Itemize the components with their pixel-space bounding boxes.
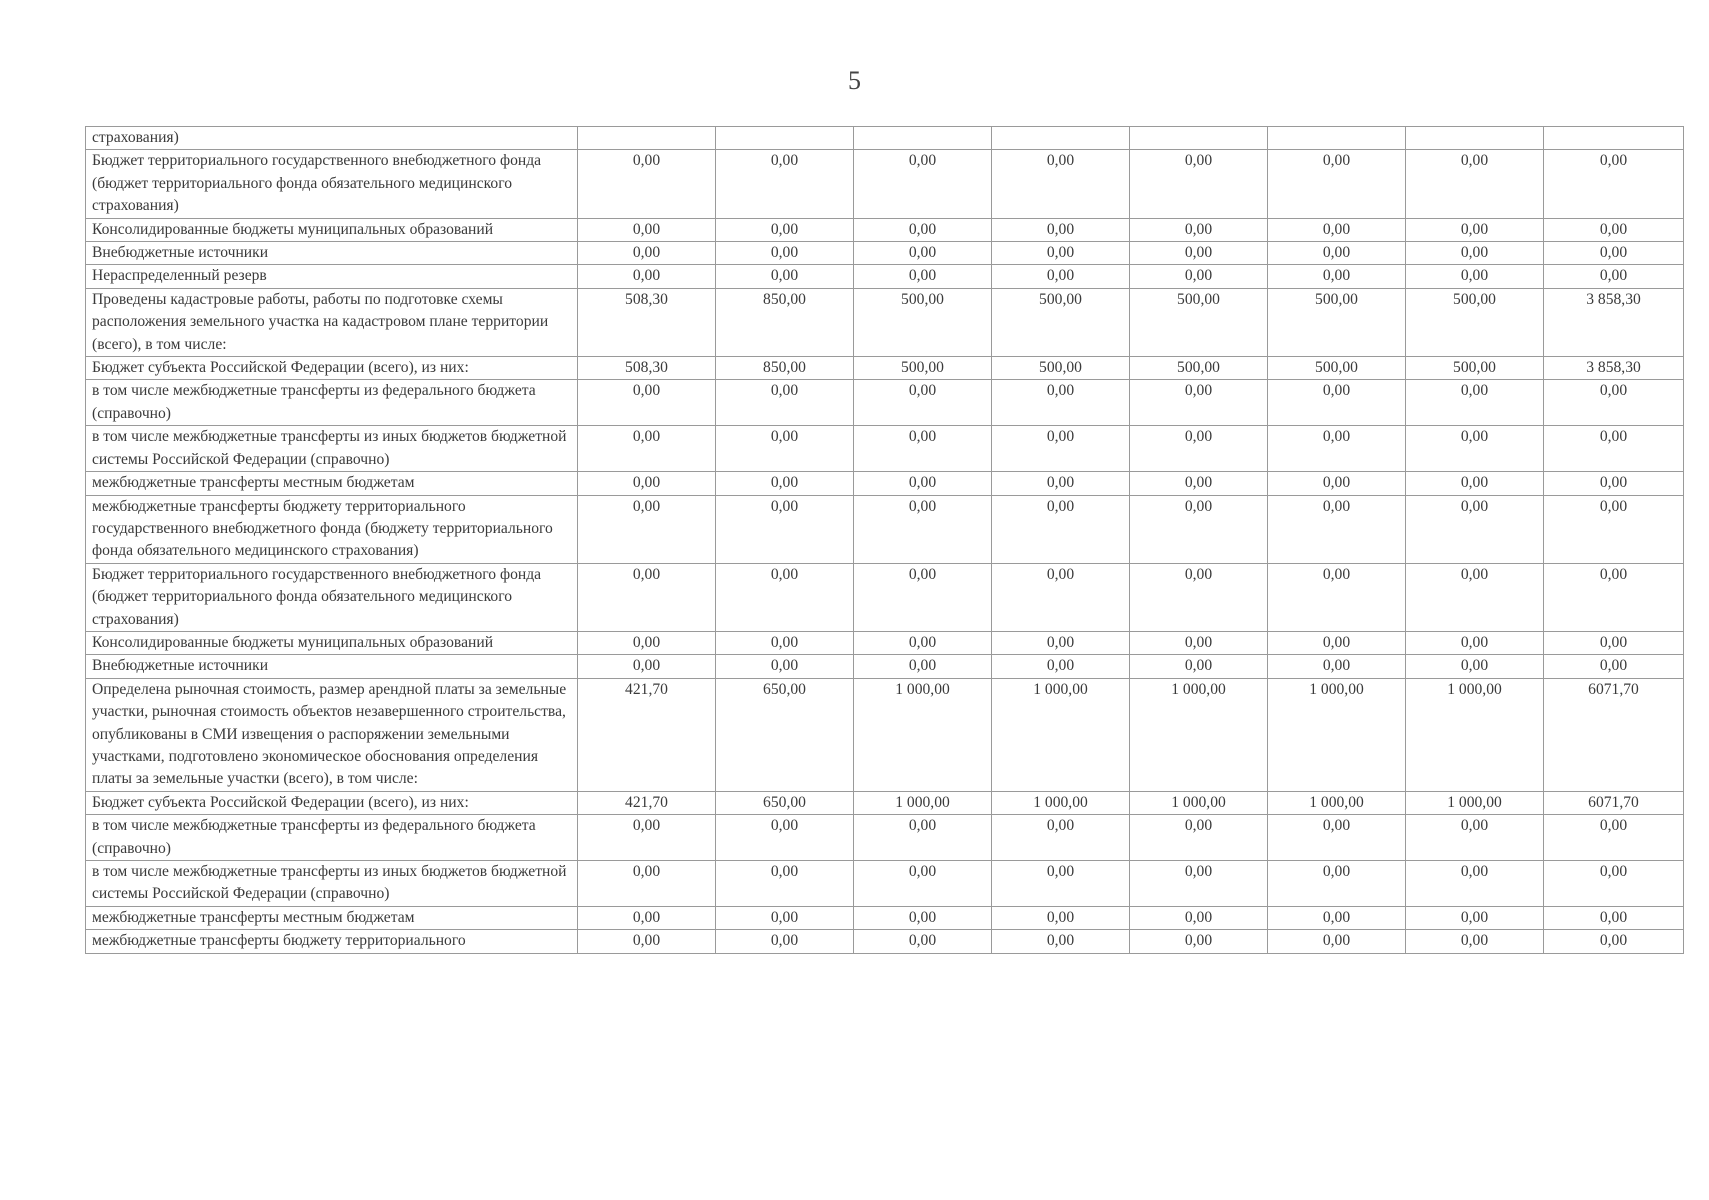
table-row — [86, 242, 1684, 265]
value-cell: 0,00 — [1544, 655, 1684, 678]
value-cell: 500,00 — [1406, 357, 1544, 380]
value-cell: 500,00 — [854, 357, 992, 380]
value-cell: 0,00 — [1130, 861, 1268, 907]
value-cell: 0,00 — [578, 218, 716, 241]
value-cell: 421,70 — [578, 678, 716, 791]
value-cell: 0,00 — [854, 655, 992, 678]
value-cell: 0,00 — [992, 265, 1130, 288]
table-row — [86, 930, 1684, 953]
value-cell: 0,00 — [1406, 426, 1544, 472]
value-cell: 3 858,30 — [1544, 357, 1684, 380]
value-cell: 0,00 — [1406, 242, 1544, 265]
value-cell: 0,00 — [1130, 631, 1268, 654]
row-label: в том числе межбюджетные трансферты из федерального бюджета (справочно) — [86, 815, 578, 861]
value-cell: 0,00 — [1406, 265, 1544, 288]
value-cell: 500,00 — [854, 288, 992, 356]
value-cell: 0,00 — [1130, 930, 1268, 953]
value-cell: 0,00 — [1406, 495, 1544, 563]
value-cell: 0,00 — [1130, 472, 1268, 495]
value-cell: 0,00 — [1406, 218, 1544, 241]
value-cell: 0,00 — [992, 426, 1130, 472]
value-cell: 0,00 — [1544, 472, 1684, 495]
value-cell — [1406, 127, 1544, 150]
value-cell: 0,00 — [1544, 631, 1684, 654]
value-cell: 0,00 — [1544, 380, 1684, 426]
value-cell: 0,00 — [1406, 563, 1544, 631]
value-cell: 0,00 — [1544, 265, 1684, 288]
value-cell: 0,00 — [1268, 426, 1406, 472]
table-row — [86, 563, 1684, 631]
value-cell: 0,00 — [716, 242, 854, 265]
value-cell: 0,00 — [1544, 563, 1684, 631]
value-cell: 0,00 — [1130, 495, 1268, 563]
value-cell: 500,00 — [992, 288, 1130, 356]
table-row — [86, 906, 1684, 929]
value-cell: 0,00 — [854, 930, 992, 953]
table-row — [86, 815, 1684, 861]
value-cell — [992, 127, 1130, 150]
row-label: Консолидированные бюджеты муниципальных образований — [86, 218, 578, 241]
value-cell — [854, 127, 992, 150]
value-cell: 6071,70 — [1544, 791, 1684, 814]
value-cell: 0,00 — [1130, 426, 1268, 472]
value-cell: 0,00 — [716, 930, 854, 953]
value-cell: 0,00 — [992, 655, 1130, 678]
value-cell — [1544, 127, 1684, 150]
row-label: Бюджет территориального государственного внебюджетного фонда (бюджет территориального фонда обязательного медицинского страхования) — [86, 563, 578, 631]
value-cell: 0,00 — [716, 906, 854, 929]
value-cell: 1 000,00 — [1406, 678, 1544, 791]
value-cell: 0,00 — [992, 495, 1130, 563]
value-cell: 0,00 — [578, 150, 716, 218]
value-cell: 0,00 — [1268, 906, 1406, 929]
value-cell: 0,00 — [1268, 655, 1406, 678]
table-row — [86, 150, 1684, 218]
row-label: страхования) — [86, 127, 578, 150]
value-cell: 0,00 — [1544, 930, 1684, 953]
page-number: 5 — [848, 66, 861, 95]
row-label: межбюджетные трансферты бюджету территориального — [86, 930, 578, 953]
value-cell: 0,00 — [716, 631, 854, 654]
table-row — [86, 218, 1684, 241]
value-cell: 500,00 — [1130, 288, 1268, 356]
value-cell: 1 000,00 — [1406, 791, 1544, 814]
value-cell: 1 000,00 — [1130, 678, 1268, 791]
value-cell: 0,00 — [1544, 242, 1684, 265]
value-cell: 0,00 — [854, 472, 992, 495]
table-row — [86, 357, 1684, 380]
value-cell: 0,00 — [578, 815, 716, 861]
value-cell: 650,00 — [716, 678, 854, 791]
value-cell: 500,00 — [1268, 288, 1406, 356]
table-row — [86, 791, 1684, 814]
row-label: в том числе межбюджетные трансферты из федерального бюджета (справочно) — [86, 380, 578, 426]
table-row — [86, 472, 1684, 495]
value-cell: 1 000,00 — [854, 678, 992, 791]
value-cell: 0,00 — [992, 150, 1130, 218]
value-cell: 0,00 — [1268, 563, 1406, 631]
value-cell: 0,00 — [854, 265, 992, 288]
value-cell: 3 858,30 — [1544, 288, 1684, 356]
value-cell: 1 000,00 — [1268, 791, 1406, 814]
value-cell: 0,00 — [1406, 380, 1544, 426]
value-cell: 0,00 — [716, 563, 854, 631]
value-cell: 0,00 — [854, 815, 992, 861]
value-cell: 0,00 — [578, 242, 716, 265]
value-cell: 0,00 — [716, 495, 854, 563]
row-label: Бюджет субъекта Российской Федерации (всего), из них: — [86, 791, 578, 814]
value-cell: 0,00 — [1130, 655, 1268, 678]
value-cell: 0,00 — [854, 426, 992, 472]
row-label: Нераспределенный резерв — [86, 265, 578, 288]
value-cell: 0,00 — [578, 265, 716, 288]
value-cell: 0,00 — [578, 495, 716, 563]
value-cell: 0,00 — [1544, 815, 1684, 861]
value-cell: 0,00 — [992, 815, 1130, 861]
value-cell: 0,00 — [1268, 265, 1406, 288]
value-cell — [1268, 127, 1406, 150]
budget-table-body — [86, 127, 1684, 954]
value-cell: 508,30 — [578, 357, 716, 380]
value-cell: 0,00 — [1406, 930, 1544, 953]
value-cell: 0,00 — [1130, 380, 1268, 426]
value-cell: 0,00 — [1130, 242, 1268, 265]
budget-table — [85, 126, 1684, 954]
table-row — [86, 495, 1684, 563]
value-cell: 421,70 — [578, 791, 716, 814]
value-cell: 0,00 — [578, 861, 716, 907]
row-label: Внебюджетные источники — [86, 242, 578, 265]
row-label: в том числе межбюджетные трансферты из иных бюджетов бюджетной системы Российской Федерации (справочно) — [86, 426, 578, 472]
value-cell: 0,00 — [854, 563, 992, 631]
value-cell: 0,00 — [578, 472, 716, 495]
value-cell: 0,00 — [854, 861, 992, 907]
row-label: межбюджетные трансферты местным бюджетам — [86, 906, 578, 929]
value-cell: 0,00 — [1406, 861, 1544, 907]
value-cell: 0,00 — [578, 655, 716, 678]
value-cell: 0,00 — [1544, 426, 1684, 472]
value-cell: 0,00 — [992, 906, 1130, 929]
value-cell: 0,00 — [716, 472, 854, 495]
table-row — [86, 380, 1684, 426]
value-cell: 0,00 — [1130, 815, 1268, 861]
value-cell: 0,00 — [992, 930, 1130, 953]
row-label: межбюджетные трансферты бюджету территориального государственного внебюджетного фонда (бюджету территориального фонда обязательного медицинского страхования) — [86, 495, 578, 563]
table-row — [86, 288, 1684, 356]
table-row — [86, 678, 1684, 791]
value-cell: 0,00 — [1406, 906, 1544, 929]
row-label: Проведены кадастровые работы, работы по подготовке схемы расположения земельного участка на кадастровом плане территории (всего), в том числе: — [86, 288, 578, 356]
value-cell: 650,00 — [716, 791, 854, 814]
value-cell: 0,00 — [578, 631, 716, 654]
value-cell: 508,30 — [578, 288, 716, 356]
table-row — [86, 426, 1684, 472]
table-row — [86, 861, 1684, 907]
value-cell: 500,00 — [1268, 357, 1406, 380]
value-cell: 1 000,00 — [854, 791, 992, 814]
value-cell: 0,00 — [1544, 218, 1684, 241]
value-cell: 0,00 — [1406, 815, 1544, 861]
value-cell: 0,00 — [1406, 631, 1544, 654]
value-cell: 0,00 — [716, 150, 854, 218]
value-cell: 0,00 — [1268, 815, 1406, 861]
value-cell: 0,00 — [992, 380, 1130, 426]
value-cell: 0,00 — [1130, 218, 1268, 241]
value-cell: 0,00 — [992, 563, 1130, 631]
value-cell: 6071,70 — [1544, 678, 1684, 791]
row-label: межбюджетные трансферты местным бюджетам — [86, 472, 578, 495]
value-cell: 1 000,00 — [992, 791, 1130, 814]
value-cell: 0,00 — [716, 655, 854, 678]
value-cell: 0,00 — [716, 861, 854, 907]
value-cell — [578, 127, 716, 150]
value-cell: 0,00 — [1130, 563, 1268, 631]
value-cell: 0,00 — [1268, 218, 1406, 241]
row-label: Определена рыночная стоимость, размер арендной платы за земельные участки, рыночная стоимость объектов незавершенного строительства, опубликованы в СМИ извещения о распоряжении земельными участками, подготовлено экономическое обоснования определения платы за земельные участки (всего), в том числе: — [86, 678, 578, 791]
value-cell: 0,00 — [716, 218, 854, 241]
value-cell: 0,00 — [1544, 150, 1684, 218]
value-cell: 0,00 — [578, 380, 716, 426]
value-cell: 0,00 — [1268, 380, 1406, 426]
value-cell: 0,00 — [716, 426, 854, 472]
value-cell: 0,00 — [1406, 472, 1544, 495]
value-cell: 0,00 — [992, 631, 1130, 654]
value-cell: 0,00 — [854, 906, 992, 929]
value-cell: 0,00 — [578, 563, 716, 631]
row-label: Бюджет субъекта Российской Федерации (всего), из них: — [86, 357, 578, 380]
value-cell: 1 000,00 — [1268, 678, 1406, 791]
value-cell: 0,00 — [1268, 242, 1406, 265]
value-cell: 850,00 — [716, 288, 854, 356]
value-cell: 0,00 — [854, 380, 992, 426]
value-cell: 0,00 — [1268, 495, 1406, 563]
value-cell: 0,00 — [1268, 472, 1406, 495]
table-row — [86, 631, 1684, 654]
value-cell: 0,00 — [854, 150, 992, 218]
row-label: Бюджет территориального государственного внебюджетного фонда (бюджет территориального фонда обязательного медицинского страхования) — [86, 150, 578, 218]
value-cell: 500,00 — [1130, 357, 1268, 380]
value-cell: 850,00 — [716, 357, 854, 380]
value-cell: 0,00 — [854, 218, 992, 241]
value-cell: 0,00 — [578, 426, 716, 472]
value-cell: 0,00 — [992, 472, 1130, 495]
value-cell: 0,00 — [992, 861, 1130, 907]
value-cell: 0,00 — [992, 218, 1130, 241]
value-cell: 0,00 — [716, 265, 854, 288]
value-cell: 0,00 — [716, 380, 854, 426]
value-cell: 0,00 — [1268, 861, 1406, 907]
value-cell: 0,00 — [1268, 631, 1406, 654]
value-cell: 0,00 — [1406, 150, 1544, 218]
value-cell: 0,00 — [716, 815, 854, 861]
value-cell: 0,00 — [1268, 150, 1406, 218]
value-cell: 500,00 — [1406, 288, 1544, 356]
row-label: Внебюджетные источники — [86, 655, 578, 678]
row-label: в том числе межбюджетные трансферты из иных бюджетов бюджетной системы Российской Федерации (справочно) — [86, 861, 578, 907]
value-cell: 1 000,00 — [1130, 791, 1268, 814]
value-cell: 0,00 — [1406, 655, 1544, 678]
value-cell: 0,00 — [1130, 265, 1268, 288]
value-cell: 0,00 — [1544, 495, 1684, 563]
value-cell — [1130, 127, 1268, 150]
value-cell: 0,00 — [1544, 861, 1684, 907]
table-row — [86, 655, 1684, 678]
table-row — [86, 265, 1684, 288]
table-row — [86, 127, 1684, 150]
value-cell: 0,00 — [1268, 930, 1406, 953]
value-cell: 500,00 — [992, 357, 1130, 380]
value-cell: 0,00 — [1130, 906, 1268, 929]
value-cell — [716, 127, 854, 150]
value-cell: 0,00 — [854, 631, 992, 654]
value-cell: 0,00 — [1544, 906, 1684, 929]
value-cell: 0,00 — [854, 495, 992, 563]
value-cell: 0,00 — [578, 930, 716, 953]
value-cell: 1 000,00 — [992, 678, 1130, 791]
row-label: Консолидированные бюджеты муниципальных образований — [86, 631, 578, 654]
value-cell: 0,00 — [854, 242, 992, 265]
value-cell: 0,00 — [1130, 150, 1268, 218]
value-cell: 0,00 — [578, 906, 716, 929]
value-cell: 0,00 — [992, 242, 1130, 265]
